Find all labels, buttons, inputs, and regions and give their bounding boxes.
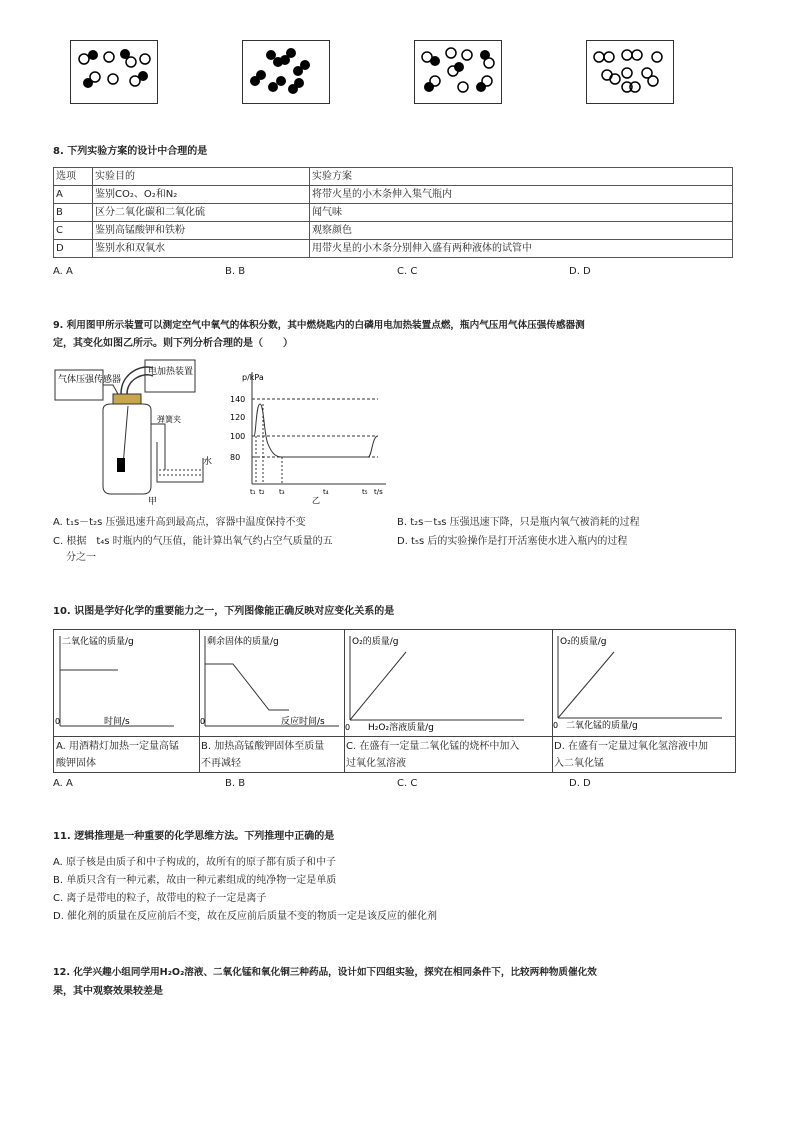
graph-d-xlabel: 二氧化锰的质量/g — [566, 721, 638, 731]
xtick-t2: t₂ — [259, 488, 265, 496]
q10-caption-d — [554, 738, 734, 772]
q9-option-c[interactable]: C. 根据 t₄s 时瓶内的气压值，能计算出氧气约占空气质量的五 — [53, 536, 333, 547]
q8-title: 8. 下列实验方案的设计中合理的是 — [53, 146, 208, 157]
xtick-t5: t₅ — [362, 488, 368, 496]
q10-choice-c[interactable]: C. C — [397, 778, 418, 789]
q9-title-line1: 9. 利用图甲所示装置可以测定空气中氧气的体积分数，其中燃烧匙内的白磷用电加热装置点燃，瓶内气压用气体压强传感器测 — [53, 320, 585, 331]
table-cell: 鉴别CO₂、O₂和N₂ — [93, 186, 310, 204]
table-cell: 实验方案 — [310, 168, 733, 186]
q12-line2: 果，其中观察效果较差是 — [53, 986, 163, 997]
graph-label: 乙 — [312, 496, 320, 504]
graph-a-origin: 0 — [55, 717, 61, 726]
q10-choice-a[interactable]: A. A — [53, 778, 73, 789]
q10-cell-a — [54, 630, 200, 772]
caption-line: D. 在盛有一定量过氧化氢溶液中加 — [554, 741, 709, 752]
ytick-120: 120 — [230, 413, 246, 422]
table-cell: A — [54, 186, 93, 204]
table-row — [54, 204, 733, 222]
graph-ylabel: p/kPa — [242, 373, 264, 382]
q11-option-b[interactable]: B. 单质只含有一种元素，故由一种元素组成的纯净物一定是单质 — [53, 875, 337, 886]
water-label: 水 — [203, 457, 213, 467]
graph-d-origin: 0 — [553, 721, 559, 730]
table-cell: 区分二氧化碳和二氧化硫 — [93, 204, 310, 222]
q9-apparatus-diagram — [53, 358, 223, 506]
q8-choice-d[interactable]: D. D — [569, 266, 591, 277]
q8-table — [53, 167, 733, 258]
q8-choice-b[interactable]: B. B — [225, 266, 246, 277]
q10-caption-b — [201, 738, 341, 772]
table-cell: 鉴别水和双氧水 — [93, 240, 310, 258]
table-cell: 实验目的 — [93, 168, 310, 186]
apparatus-label: 甲 — [148, 497, 158, 506]
table-cell: D — [54, 240, 93, 258]
q11-option-d[interactable]: D. 催化剂的质量在反应前后不变，故在反应前后质量不变的物质一定是该反应的催化剂 — [53, 911, 438, 922]
particle-box-4 — [586, 40, 674, 104]
q10-cell-b — [199, 630, 345, 772]
table-row — [54, 186, 733, 204]
graph-d-ylabel: O₂的质量/g — [560, 637, 607, 647]
q9-pressure-graph — [228, 364, 396, 504]
caption-line: B. 加热高锰酸钾固体至质量 — [201, 741, 325, 752]
q11-option-a[interactable]: A. 原子核是由质子和中子构成的，故所有的原子都有质子和中子 — [53, 857, 337, 868]
table-row — [54, 240, 733, 258]
caption-line: 不再减轻 — [201, 758, 241, 769]
q9-option-b[interactable]: B. t₂s－t₃s 压强迅速下降，只是瓶内氧气被消耗的过程 — [397, 517, 640, 528]
ytick-100: 100 — [230, 432, 246, 441]
graph-c-ylabel: O₂的质量/g — [352, 637, 399, 647]
table-cell: 闻气味 — [310, 204, 733, 222]
q8-choice-a[interactable]: A. A — [53, 266, 73, 277]
ytick-140: 140 — [230, 395, 246, 404]
q8-choice-c[interactable]: C. C — [397, 266, 418, 277]
graph-b-origin: 0 — [200, 717, 206, 726]
valve-label: 弹簧夹 — [157, 415, 181, 424]
q10-title: 10. 识图是学好化学的重要能力之一，下列图像能正确反映对应变化关系的是 — [53, 606, 395, 617]
heater-label: 电加热装置 — [148, 367, 194, 377]
q10-graph-table — [53, 629, 736, 773]
q10-cell-d — [552, 630, 735, 772]
particle-box-2 — [242, 40, 330, 104]
table-row — [54, 168, 733, 186]
ytick-80: 80 — [230, 453, 241, 462]
q10-caption-a — [56, 738, 196, 772]
xtick-t3: t₃ — [279, 488, 285, 496]
table-cell: 将带火星的小木条伸入集气瓶内 — [310, 186, 733, 204]
graph-b-xlabel: 反应时间/s — [281, 717, 325, 727]
caption-line: 酸钾固体 — [56, 758, 96, 769]
xtick-t1: t₁ — [250, 488, 256, 496]
graph-xlabel: t/s — [374, 488, 383, 496]
caption-line: C. 在盛有一定量二氧化锰的烧杯中加入 — [346, 741, 520, 752]
graph-a-xlabel: 时间/s — [104, 717, 130, 727]
table-cell: 用带火星的小木条分别伸入盛有两种液体的试管中 — [310, 240, 733, 258]
graph-c-origin: 0 — [345, 723, 351, 732]
graph-c-xlabel: H₂O₂溶液质量/g — [368, 723, 434, 733]
table-cell: C — [54, 222, 93, 240]
xtick-t4: t₄ — [323, 488, 329, 496]
table-cell: 观察颜色 — [310, 222, 733, 240]
q11-option-c[interactable]: C. 离子是带电的粒子，故带电的粒子一定是离子 — [53, 893, 267, 904]
caption-line: 过氧化氢溶液 — [346, 758, 406, 769]
q10-choice-d[interactable]: D. D — [569, 778, 591, 789]
q9-option-c-cont: 分之一 — [66, 552, 96, 563]
caption-line: 入二氧化锰 — [554, 758, 604, 769]
q9-option-a[interactable]: A. t₁s－t₂s 压强迅速升高到最高点，容器中温度保持不变 — [53, 517, 306, 528]
q9-option-d[interactable]: D. t₅s 后的实验操作是打开活塞使水进入瓶内的过程 — [397, 536, 628, 547]
particle-box-3 — [414, 40, 502, 104]
graph-b-ylabel: 剩余固体的质量/g — [207, 637, 279, 647]
q10-caption-c — [346, 738, 551, 772]
table-cell: 鉴别高锰酸钾和铁粉 — [93, 222, 310, 240]
sensor-label: 气体压强传感器 — [58, 375, 122, 385]
q9-title-line2: 定，其变化如图乙所示。则下列分析合理的是（ ） — [53, 338, 293, 349]
q11-title: 11. 逻辑推理是一种重要的化学思维方法。下列推理中正确的是 — [53, 831, 335, 842]
table-cell: B — [54, 204, 93, 222]
caption-line: A. 用酒精灯加热一定量高锰 — [56, 741, 180, 752]
table-cell: 选项 — [54, 168, 93, 186]
q10-cell-c — [344, 630, 553, 772]
q10-choice-b[interactable]: B. B — [225, 778, 246, 789]
table-row — [54, 222, 733, 240]
particle-box-1 — [70, 40, 158, 104]
graph-a-ylabel: 二氧化锰的质量/g — [62, 637, 134, 647]
q12-line1: 12. 化学兴趣小组同学用H₂O₂溶液、二氧化锰和氧化铜三种药品，设计如下四组实验，探究在相同条件下，比较两种物质催化效 — [53, 967, 597, 978]
